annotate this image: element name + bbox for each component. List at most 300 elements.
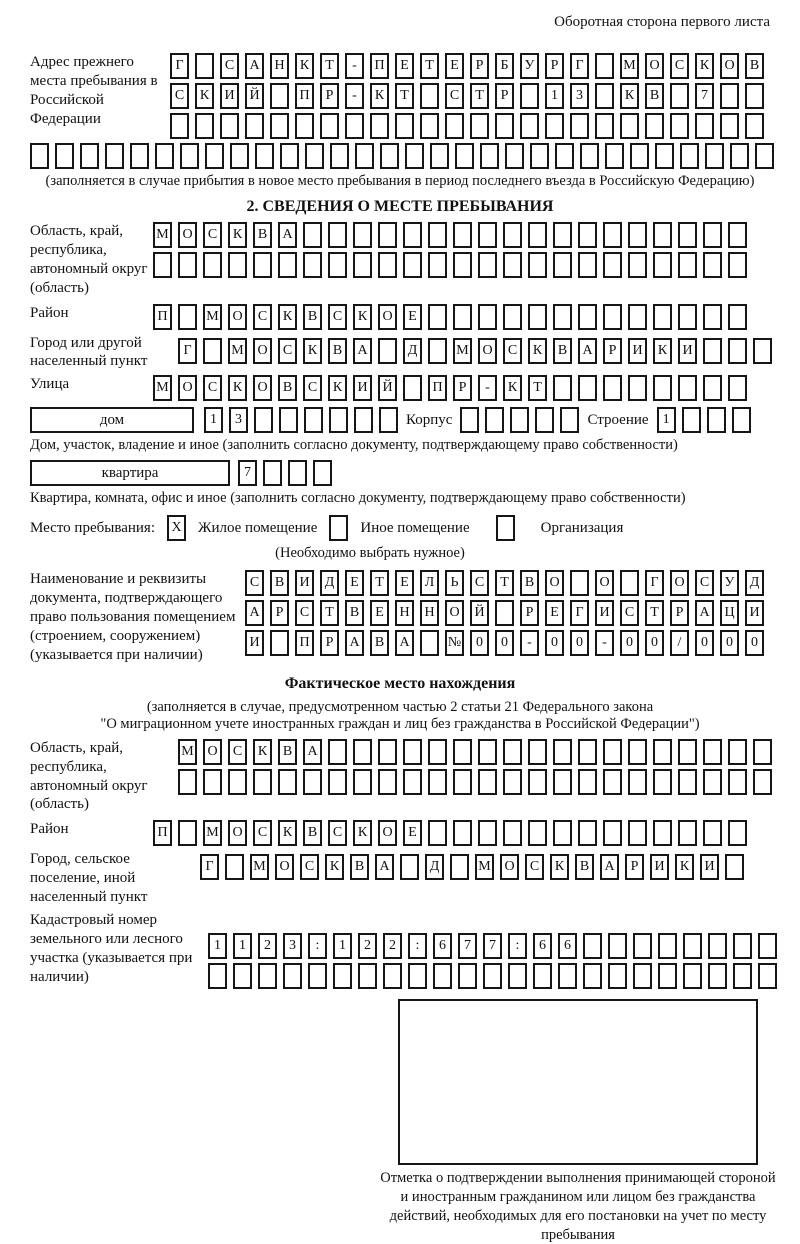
char-cell: С bbox=[445, 83, 464, 109]
ulitsa-label: Улица bbox=[30, 376, 70, 393]
page-header: Оборотная сторона первого листа bbox=[554, 14, 770, 30]
char-cell: К bbox=[278, 820, 297, 846]
char-cell bbox=[653, 252, 672, 278]
char-cell: 1 bbox=[233, 933, 252, 959]
char-cell: К bbox=[675, 854, 694, 880]
char-cell bbox=[603, 222, 622, 248]
char-cell: Д bbox=[745, 570, 764, 596]
char-cell bbox=[403, 252, 422, 278]
char-cell: Т bbox=[320, 53, 339, 79]
char-cell: А bbox=[245, 53, 264, 79]
char-cell bbox=[558, 963, 577, 989]
char-cell: К bbox=[195, 83, 214, 109]
char-cell: С bbox=[220, 53, 239, 79]
char-cell: О bbox=[595, 570, 614, 596]
korpus-label: Корпус bbox=[406, 412, 453, 429]
char-cell: О bbox=[228, 304, 247, 330]
char-cell bbox=[428, 304, 447, 330]
char-cell bbox=[245, 113, 264, 139]
char-cell bbox=[170, 113, 189, 139]
char-cell bbox=[254, 407, 273, 433]
fact-gorod-block bbox=[30, 850, 770, 907]
char-cell: В bbox=[575, 854, 594, 880]
char-cell bbox=[80, 143, 99, 169]
char-cell bbox=[578, 739, 597, 765]
char-cell: Р bbox=[320, 83, 339, 109]
char-cell bbox=[553, 769, 572, 795]
char-cell bbox=[303, 252, 322, 278]
char-cell bbox=[430, 143, 449, 169]
char-cell bbox=[528, 304, 547, 330]
char-cell bbox=[533, 963, 552, 989]
kvartira-cells bbox=[238, 460, 332, 486]
char-cell: В bbox=[520, 570, 539, 596]
char-cell bbox=[528, 820, 547, 846]
char-cell: М bbox=[178, 739, 197, 765]
char-cell: В bbox=[278, 375, 297, 401]
char-cell bbox=[455, 143, 474, 169]
char-cell: Т bbox=[528, 375, 547, 401]
char-cell: - bbox=[478, 375, 497, 401]
char-cell: Р bbox=[470, 53, 489, 79]
char-cell: 2 bbox=[358, 933, 377, 959]
char-cell: О bbox=[253, 338, 272, 364]
char-cell bbox=[203, 252, 222, 278]
stroenie-label: Строение bbox=[587, 412, 649, 429]
char-cell: Е bbox=[395, 53, 414, 79]
char-cell: С bbox=[695, 570, 714, 596]
char-cell bbox=[405, 143, 424, 169]
char-cell: О bbox=[478, 338, 497, 364]
char-cell bbox=[270, 113, 289, 139]
char-cell: О bbox=[378, 820, 397, 846]
char-cell bbox=[470, 113, 489, 139]
char-cell bbox=[280, 143, 299, 169]
char-cell: Р bbox=[603, 338, 622, 364]
char-cell bbox=[353, 739, 372, 765]
char-cell bbox=[505, 143, 524, 169]
char-cell: В bbox=[278, 739, 297, 765]
char-cell: Р bbox=[320, 630, 339, 656]
char-cell bbox=[703, 375, 722, 401]
char-cell bbox=[678, 375, 697, 401]
char-cell bbox=[510, 407, 529, 433]
char-cell: О bbox=[445, 600, 464, 626]
char-cell bbox=[678, 252, 697, 278]
char-cell bbox=[728, 252, 747, 278]
char-cell: 0 bbox=[645, 630, 664, 656]
char-cell: О bbox=[670, 570, 689, 596]
char-cell: А bbox=[375, 854, 394, 880]
char-cell bbox=[583, 933, 602, 959]
char-cell bbox=[253, 252, 272, 278]
char-cell: Г bbox=[645, 570, 664, 596]
char-cell bbox=[395, 113, 414, 139]
char-cell bbox=[496, 515, 515, 541]
char-cell bbox=[628, 375, 647, 401]
char-cell: К bbox=[328, 375, 347, 401]
char-cell: Н bbox=[270, 53, 289, 79]
char-cell: С bbox=[328, 820, 347, 846]
char-cell: П bbox=[295, 83, 314, 109]
char-cell: М bbox=[620, 53, 639, 79]
char-cell bbox=[528, 769, 547, 795]
char-cell bbox=[633, 933, 652, 959]
kadastr-block bbox=[30, 911, 770, 989]
char-cell bbox=[683, 933, 702, 959]
char-cell bbox=[578, 769, 597, 795]
char-cell: Е bbox=[395, 570, 414, 596]
char-cell: И bbox=[595, 600, 614, 626]
char-cell: А bbox=[278, 222, 297, 248]
char-cell bbox=[153, 252, 172, 278]
document-row2 bbox=[245, 600, 764, 626]
char-cell bbox=[708, 963, 727, 989]
char-cell bbox=[233, 963, 252, 989]
char-cell: 7 bbox=[695, 83, 714, 109]
char-cell: В bbox=[303, 304, 322, 330]
char-cell: 6 bbox=[533, 933, 552, 959]
char-cell bbox=[583, 963, 602, 989]
char-cell: В bbox=[303, 820, 322, 846]
char-cell bbox=[733, 933, 752, 959]
char-cell: Г bbox=[178, 338, 197, 364]
char-cell bbox=[353, 769, 372, 795]
char-cell: 0 bbox=[495, 630, 514, 656]
char-cell: П bbox=[153, 304, 172, 330]
char-cell: И bbox=[745, 600, 764, 626]
char-cell bbox=[55, 143, 74, 169]
char-cell bbox=[553, 222, 572, 248]
char-cell bbox=[705, 143, 724, 169]
char-cell: С bbox=[295, 600, 314, 626]
char-cell bbox=[578, 820, 597, 846]
char-cell bbox=[225, 854, 244, 880]
kadastr-row2 bbox=[208, 963, 777, 989]
char-cell: 0 bbox=[620, 630, 639, 656]
char-cell bbox=[707, 407, 726, 433]
char-cell: О bbox=[228, 820, 247, 846]
char-cell bbox=[178, 820, 197, 846]
char-cell bbox=[603, 820, 622, 846]
char-cell: Т bbox=[395, 83, 414, 109]
char-cell bbox=[379, 407, 398, 433]
char-cell bbox=[745, 83, 764, 109]
char-cell bbox=[378, 222, 397, 248]
char-cell bbox=[503, 769, 522, 795]
char-cell: Д bbox=[320, 570, 339, 596]
char-cell bbox=[420, 113, 439, 139]
char-cell: С bbox=[300, 854, 319, 880]
char-cell: У bbox=[720, 570, 739, 596]
char-cell: П bbox=[153, 820, 172, 846]
oblast-grid bbox=[153, 222, 747, 278]
char-cell bbox=[203, 769, 222, 795]
char-cell bbox=[560, 407, 579, 433]
prev-address-row3 bbox=[170, 113, 764, 139]
char-cell: И bbox=[650, 854, 669, 880]
char-cell bbox=[633, 963, 652, 989]
char-cell: Р bbox=[520, 600, 539, 626]
char-cell: И bbox=[295, 570, 314, 596]
char-cell bbox=[578, 252, 597, 278]
char-cell bbox=[288, 460, 307, 486]
prev-address-row2 bbox=[170, 83, 764, 109]
char-cell bbox=[304, 407, 323, 433]
char-cell bbox=[728, 338, 747, 364]
char-cell bbox=[678, 739, 697, 765]
char-cell bbox=[608, 963, 627, 989]
dom-note: Дом, участок, владение и иное (заполнить согласно документу, подтверждающему право собственности) bbox=[30, 437, 678, 454]
char-cell bbox=[445, 113, 464, 139]
char-cell bbox=[683, 963, 702, 989]
char-cell bbox=[403, 375, 422, 401]
char-cell: 1 bbox=[204, 407, 223, 433]
char-cell bbox=[755, 143, 774, 169]
char-cell: Н bbox=[420, 600, 439, 626]
char-cell: Т bbox=[320, 600, 339, 626]
char-cell bbox=[503, 222, 522, 248]
char-cell bbox=[578, 375, 597, 401]
char-cell: К bbox=[550, 854, 569, 880]
char-cell: Й bbox=[245, 83, 264, 109]
char-cell: А bbox=[395, 630, 414, 656]
char-cell: К bbox=[228, 375, 247, 401]
char-cell: К bbox=[325, 854, 344, 880]
char-cell bbox=[570, 113, 589, 139]
char-cell: С bbox=[328, 304, 347, 330]
char-cell: К bbox=[528, 338, 547, 364]
char-cell: Е bbox=[403, 820, 422, 846]
char-cell: 3 bbox=[283, 933, 302, 959]
char-cell bbox=[603, 252, 622, 278]
inoe-checkbox bbox=[329, 515, 348, 541]
char-cell bbox=[528, 739, 547, 765]
char-cell: В bbox=[370, 630, 389, 656]
char-cell: О bbox=[275, 854, 294, 880]
char-cell: Р bbox=[545, 53, 564, 79]
fact-note2: "О миграционном учете иностранных граждан и лиц без гражданства в Российской Федерации") bbox=[100, 715, 700, 732]
char-cell bbox=[478, 222, 497, 248]
char-cell: М bbox=[203, 304, 222, 330]
stamp-box bbox=[398, 999, 758, 1165]
char-cell: : bbox=[408, 933, 427, 959]
char-cell bbox=[725, 854, 744, 880]
char-cell bbox=[678, 820, 697, 846]
char-cell: Ц bbox=[720, 600, 739, 626]
char-cell: М bbox=[228, 338, 247, 364]
oblast-label: Область, край, республика, автономный округ (область) bbox=[30, 223, 148, 296]
oblast-block bbox=[30, 222, 770, 298]
char-cell bbox=[403, 769, 422, 795]
char-cell bbox=[530, 143, 549, 169]
char-cell bbox=[555, 143, 574, 169]
char-cell bbox=[370, 113, 389, 139]
char-cell: Т bbox=[645, 600, 664, 626]
char-cell bbox=[728, 820, 747, 846]
char-cell bbox=[703, 304, 722, 330]
char-cell bbox=[208, 963, 227, 989]
char-cell bbox=[695, 113, 714, 139]
dom-line bbox=[30, 407, 770, 433]
fact-note1: (заполняется в случае, предусмотренном частью 2 статьи 21 Федерального закона bbox=[146, 698, 654, 715]
char-cell: Г bbox=[170, 53, 189, 79]
raion-block bbox=[30, 304, 770, 330]
char-cell: Р bbox=[625, 854, 644, 880]
char-cell: Н bbox=[395, 600, 414, 626]
char-cell: Г bbox=[570, 600, 589, 626]
char-cell bbox=[353, 222, 372, 248]
char-cell bbox=[653, 769, 672, 795]
char-cell bbox=[720, 113, 739, 139]
char-cell: 7 bbox=[238, 460, 257, 486]
char-cell bbox=[553, 820, 572, 846]
char-cell bbox=[753, 338, 772, 364]
char-cell bbox=[270, 630, 289, 656]
char-cell bbox=[620, 570, 639, 596]
gorod-row bbox=[178, 338, 772, 364]
char-cell: Ь bbox=[445, 570, 464, 596]
char-cell bbox=[570, 570, 589, 596]
zhiloe-checkbox bbox=[167, 515, 186, 541]
char-cell bbox=[130, 143, 149, 169]
char-cell: Г bbox=[570, 53, 589, 79]
fact-oblast-grid bbox=[178, 739, 772, 795]
char-cell bbox=[480, 143, 499, 169]
char-cell bbox=[378, 739, 397, 765]
char-cell bbox=[753, 739, 772, 765]
char-cell bbox=[178, 769, 197, 795]
char-cell: С bbox=[303, 375, 322, 401]
char-cell bbox=[453, 769, 472, 795]
prev-address-block bbox=[30, 53, 770, 139]
korpus-cells bbox=[460, 407, 579, 433]
char-cell: Т bbox=[470, 83, 489, 109]
char-cell bbox=[603, 304, 622, 330]
prev-address-row4 bbox=[30, 143, 770, 169]
char-cell: 3 bbox=[229, 407, 248, 433]
char-cell bbox=[658, 933, 677, 959]
zhiloe-label: Жилое помещение bbox=[198, 519, 318, 536]
char-cell: : bbox=[308, 933, 327, 959]
char-cell: С bbox=[203, 222, 222, 248]
prev-address-label: Адрес прежнего места пребывания в Российской Федерации bbox=[30, 54, 158, 127]
prev-address-row1 bbox=[170, 53, 764, 79]
char-cell bbox=[603, 375, 622, 401]
char-cell bbox=[453, 304, 472, 330]
mesto-row bbox=[30, 515, 770, 541]
char-cell: 0 bbox=[745, 630, 764, 656]
char-cell bbox=[728, 304, 747, 330]
org-label: Организация bbox=[540, 519, 624, 536]
char-cell bbox=[608, 933, 627, 959]
char-cell: П bbox=[370, 53, 389, 79]
char-cell: А bbox=[245, 600, 264, 626]
char-cell bbox=[678, 222, 697, 248]
char-cell: О bbox=[720, 53, 739, 79]
char-cell: К bbox=[695, 53, 714, 79]
char-cell bbox=[303, 222, 322, 248]
char-cell: Р bbox=[453, 375, 472, 401]
char-cell bbox=[595, 53, 614, 79]
char-cell: О bbox=[378, 304, 397, 330]
char-cell bbox=[450, 854, 469, 880]
char-cell bbox=[483, 963, 502, 989]
char-cell: К bbox=[653, 338, 672, 364]
char-cell: К bbox=[253, 739, 272, 765]
char-cell bbox=[313, 460, 332, 486]
char-cell: 3 bbox=[570, 83, 589, 109]
char-cell bbox=[355, 143, 374, 169]
fact-oblast-row2 bbox=[178, 769, 772, 795]
char-cell bbox=[670, 83, 689, 109]
char-cell bbox=[728, 739, 747, 765]
char-cell bbox=[180, 143, 199, 169]
char-cell bbox=[653, 820, 672, 846]
char-cell bbox=[653, 222, 672, 248]
char-cell bbox=[263, 460, 282, 486]
char-cell: - bbox=[345, 53, 364, 79]
char-cell: А bbox=[303, 739, 322, 765]
char-cell: : bbox=[508, 933, 527, 959]
char-cell bbox=[400, 854, 419, 880]
char-cell bbox=[628, 222, 647, 248]
char-cell bbox=[408, 963, 427, 989]
char-cell: Д bbox=[403, 338, 422, 364]
char-cell bbox=[503, 304, 522, 330]
char-cell bbox=[228, 252, 247, 278]
char-cell: 1 bbox=[657, 407, 676, 433]
char-cell bbox=[328, 739, 347, 765]
char-cell: Т bbox=[420, 53, 439, 79]
char-cell bbox=[653, 739, 672, 765]
char-cell bbox=[580, 143, 599, 169]
char-cell: 0 bbox=[695, 630, 714, 656]
char-cell: Г bbox=[200, 854, 219, 880]
char-cell: Е bbox=[445, 53, 464, 79]
kadastr-grid bbox=[208, 933, 777, 989]
char-cell: О bbox=[178, 222, 197, 248]
char-cell bbox=[653, 304, 672, 330]
char-cell bbox=[528, 222, 547, 248]
char-cell: Й bbox=[378, 375, 397, 401]
char-cell bbox=[155, 143, 174, 169]
char-cell: В bbox=[253, 222, 272, 248]
fact-oblast-row1 bbox=[178, 739, 772, 765]
char-cell bbox=[305, 143, 324, 169]
char-cell bbox=[745, 113, 764, 139]
char-cell: Т bbox=[370, 570, 389, 596]
char-cell bbox=[682, 407, 701, 433]
char-cell bbox=[428, 739, 447, 765]
char-cell bbox=[553, 304, 572, 330]
char-cell: - bbox=[345, 83, 364, 109]
raion-row bbox=[153, 304, 747, 330]
char-cell bbox=[178, 252, 197, 278]
char-cell bbox=[354, 407, 373, 433]
char-cell: Д bbox=[425, 854, 444, 880]
char-cell: С bbox=[470, 570, 489, 596]
char-cell: А bbox=[345, 630, 364, 656]
char-cell: Р bbox=[495, 83, 514, 109]
kvartira-note: Квартира, комната, офис и иное (заполнить согласно документу, подтверждающему право собственности) bbox=[30, 490, 686, 507]
char-cell: У bbox=[520, 53, 539, 79]
char-cell bbox=[628, 252, 647, 278]
gorod-block bbox=[30, 334, 770, 372]
char-cell: П bbox=[428, 375, 447, 401]
char-cell: Е bbox=[545, 600, 564, 626]
char-cell: М bbox=[153, 222, 172, 248]
